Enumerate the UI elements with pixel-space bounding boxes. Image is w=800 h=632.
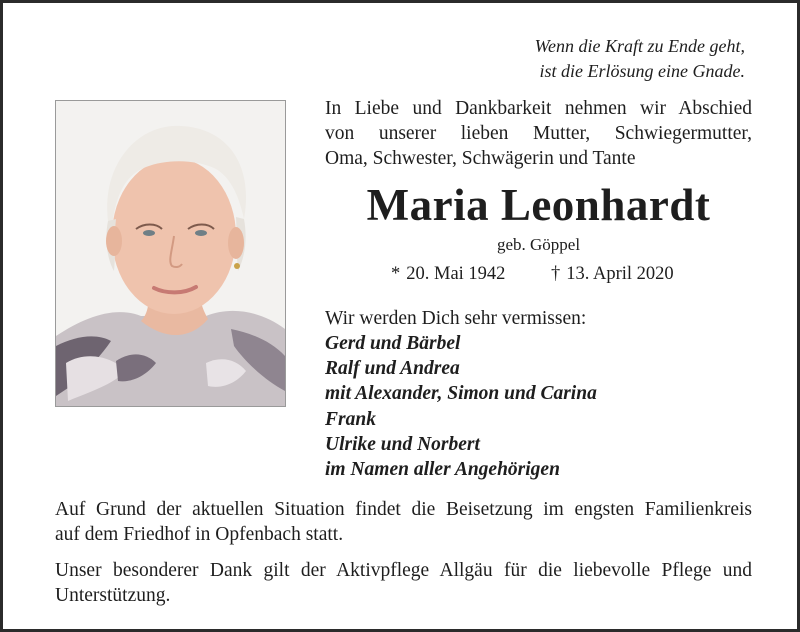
funeral-notice-line-1: Auf Grund der aktuellen Situation findet die Beisetzung im engsten Familienkreis xyxy=(55,499,752,520)
mourner-line: Gerd und Bärbel xyxy=(325,333,461,354)
birth-name: geb. Göppel xyxy=(496,235,581,254)
thanks-notice xyxy=(55,558,752,608)
thanks-line-2: Unterstützung. xyxy=(55,585,171,606)
miss-text: Wir werden Dich sehr vermissen: xyxy=(325,308,587,329)
death-date-text: 13. April 2020 xyxy=(566,264,674,284)
motto-line-2: ist die Erlösung eine Gnade. xyxy=(539,61,745,81)
motto-quote xyxy=(535,34,745,84)
portrait-illustration xyxy=(56,101,285,406)
funeral-notice-line-2: auf dem Friedhof in Opfenbach statt. xyxy=(55,524,344,545)
intro-line-2: von unserer lieben Mutter, Schwiegermutter, xyxy=(325,123,752,144)
intro-line-1: In Liebe und Dankbarkeit nehmen wir Abschied xyxy=(325,98,752,119)
thanks-line-1: Unser besonderer Dank gilt der Aktivpflege Allgäu für die liebevolle Pflege und xyxy=(55,560,752,581)
mourner-line: Ralf und Andrea xyxy=(325,358,460,380)
mourner-line: mit Alexander, Simon und Carina xyxy=(325,383,597,405)
deceased-name: Maria Leonhardt xyxy=(366,180,711,230)
motto-line-1: Wenn die Kraft zu Ende geht, xyxy=(534,36,745,56)
mourners-list xyxy=(325,331,597,482)
cross-icon: † xyxy=(551,264,561,284)
mourner-line: Ulrike und Norbert xyxy=(325,433,480,455)
birth-date xyxy=(391,262,505,286)
intro-line-3: Oma, Schwester, Schwägerin und Tante xyxy=(325,148,636,169)
portrait-photo xyxy=(55,100,286,407)
intro-text xyxy=(325,96,752,171)
funeral-notice xyxy=(55,497,752,547)
star-icon: * xyxy=(391,264,401,284)
mourner-line: im Namen aller Angehörigen xyxy=(325,459,560,481)
death-date xyxy=(551,262,674,286)
birth-date-text: 20. Mai 1942 xyxy=(406,264,506,284)
mourner-line: Frank xyxy=(325,408,376,430)
